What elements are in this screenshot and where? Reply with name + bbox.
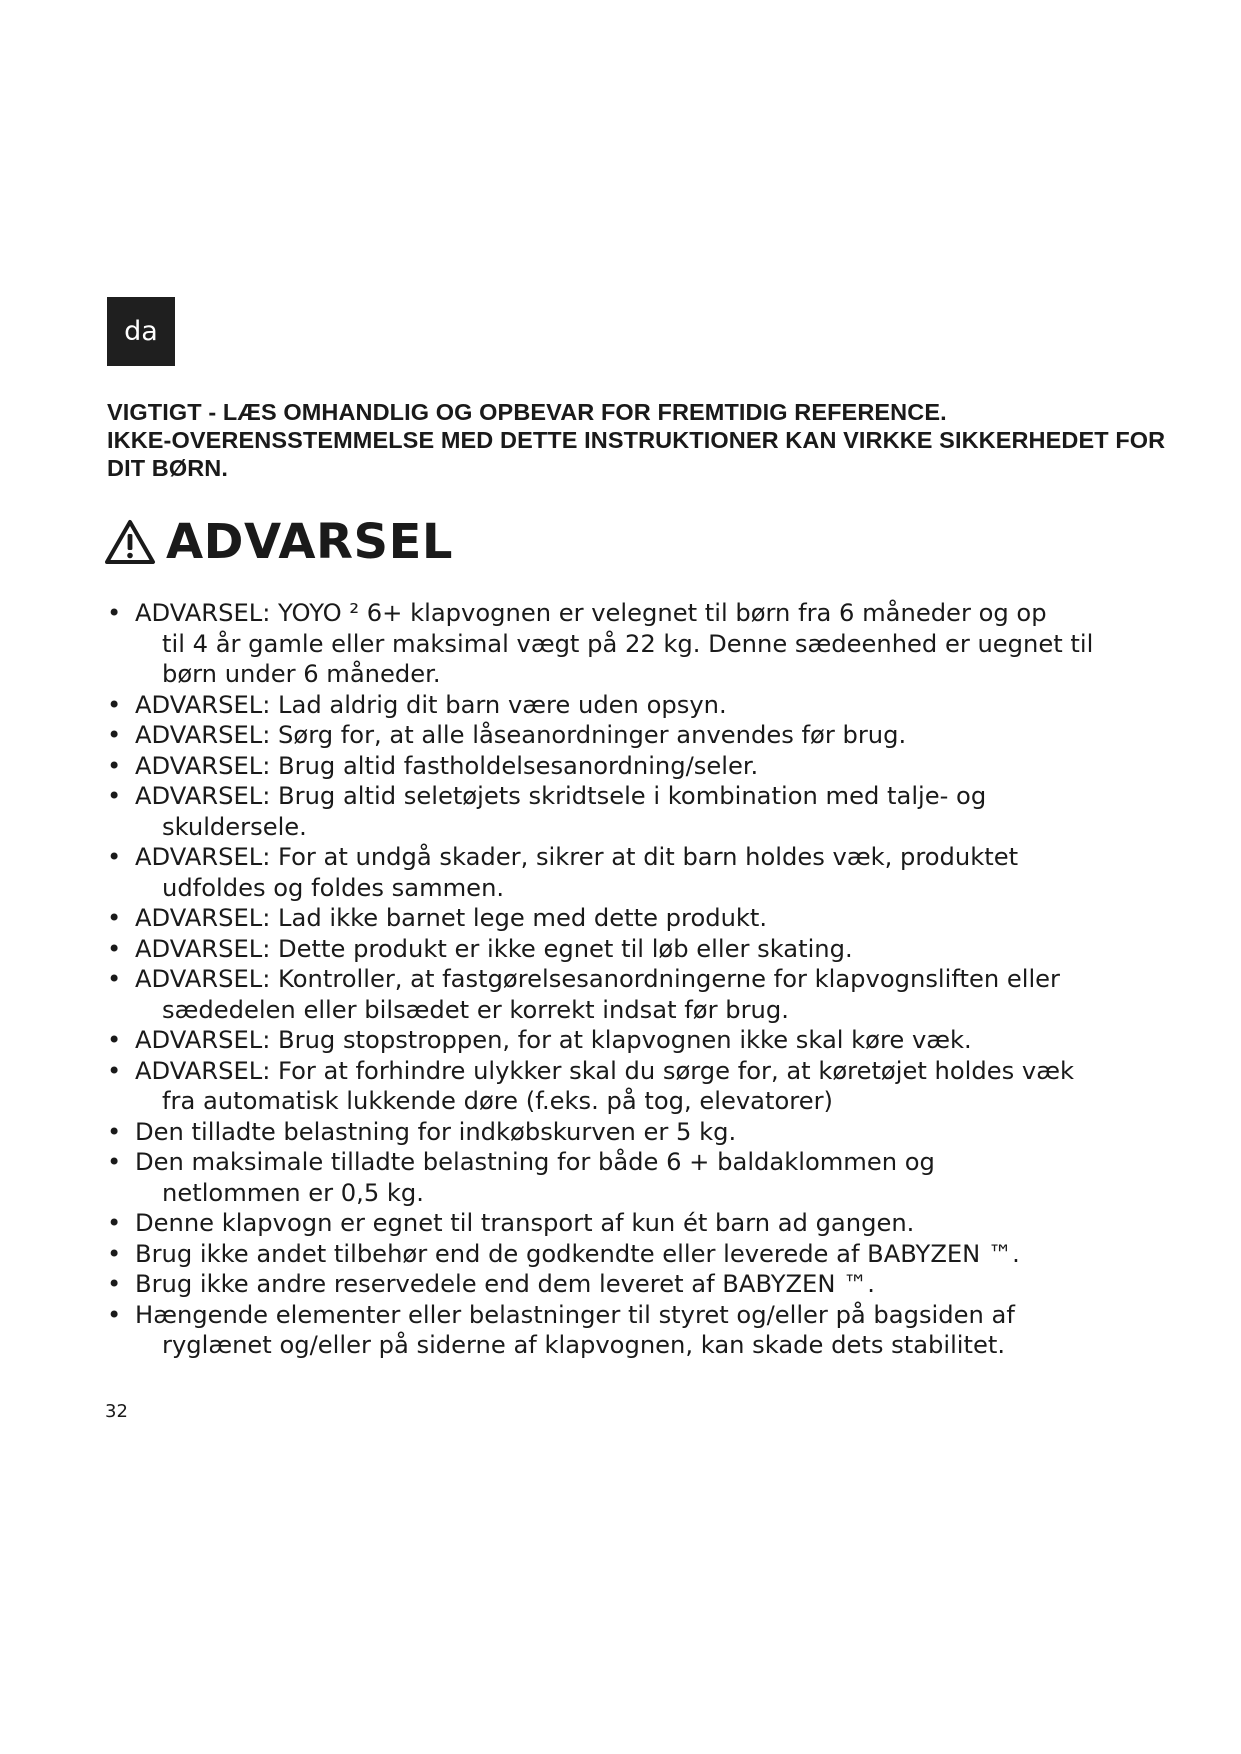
bullet: • [107,1239,122,1268]
warning-text-line: Brug ikke andre reservedele end dem leveret af BABYZEN ™. [135,1270,875,1298]
warning-text-line: ADVARSEL: Kontroller, at fastgørelsesanordningerne for klapvognsliften eller [135,965,1060,993]
important-notice-line: VIGTIGT - LÆS OMHANDLIG OG OPBEVAR FOR FREMTIDIG REFERENCE. [107,399,947,425]
warning-text-line: ADVARSEL: Dette produkt er ikke egnet til løb eller skating. [135,934,853,963]
warning-item [107,598,1147,690]
warning-text-line: ADVARSEL: Lad ikke barnet lege med dette produkt. [135,904,768,932]
warning-title: ADVARSEL [166,514,453,570]
warnings-list [107,598,1147,1361]
warning-text-line: ADVARSEL: Sørg for, at alle låseanordninger anvendes før brug. [135,721,907,749]
warning-item [107,1056,1147,1117]
warning-text-line: Den maksimale tilladte belastning for både 6 + baldaklommen og [135,1148,935,1176]
important-notice [107,398,1166,482]
warning-item [107,842,1147,903]
warning-item [107,720,1147,751]
warning-item [107,1117,1147,1148]
warning-item [107,903,1147,934]
warning-text-line: Brug ikke andet tilbehør end de godkendte eller leverede af BABYZEN ™. [135,1239,1020,1268]
warning-text-line: ryglænet og/eller på siderne af klapvognen, kan skade dets stabilitet. [162,1331,1006,1359]
warning-item [107,1269,1147,1300]
bullet: • [107,1270,122,1298]
warning-item [107,1208,1147,1239]
warning-text-line: netlommen er 0,5 kg. [162,1178,424,1207]
bullet: • [107,782,122,810]
bullet: • [107,965,122,993]
warning-text-line: sædedelen eller bilsædet er korrekt indsat før brug. [162,995,789,1024]
bullet: • [107,751,122,780]
bullet: • [107,599,122,627]
bullet: • [107,843,122,871]
warning-text-line: ADVARSEL: YOYO ² 6+ klapvognen er velegnet til børn fra 6 måneder og op [135,599,1047,627]
warning-text-line: til 4 år gamle eller maksimal vægt på 22 kg. Denne sædeenhed er uegnet til [162,629,1094,658]
warning-text-line: Den tilladte belastning for indkøbskurven er 5 kg. [135,1117,737,1146]
important-notice-line: DIT BØRN. [107,455,229,481]
bullet: • [107,1300,122,1329]
bullet: • [107,1056,122,1085]
warning-item [107,964,1147,1025]
warning-text-line: ADVARSEL: Brug altid seletøjets skridtsele i kombination med talje- og [135,782,987,810]
bullet: • [107,690,122,719]
bullet: • [107,721,122,749]
page-number: 32 [105,1401,128,1422]
warning-item [107,934,1147,965]
bullet: • [107,1209,122,1237]
warning-text-line: udfoldes og foldes sammen. [162,873,505,902]
warning-item [107,751,1147,782]
bullet: • [107,1026,122,1054]
important-notice-line: IKKE-OVERENSSTEMMELSE MED DETTE INSTRUKTIONER KAN VIRKKE SIKKERHEDET FOR [107,427,1166,453]
warning-triangle-icon [104,519,156,565]
warning-item [107,1300,1147,1361]
warning-item [107,690,1147,721]
warning-item [107,1147,1147,1208]
bullet: • [107,1117,122,1146]
warning-text-line: ADVARSEL: Brug altid fastholdelsesanordning/seler. [135,751,759,780]
warning-text-line: ADVARSEL: For at forhindre ulykker skal du sørge for, at køretøjet holdes væk [135,1056,1074,1085]
bullet: • [107,904,122,932]
bullet: • [107,1148,122,1176]
warning-heading [104,510,453,574]
language-badge: da [107,297,175,366]
warning-item [107,781,1147,842]
warning-text-line: Denne klapvogn er egnet til transport af kun ét barn ad gangen. [135,1209,915,1237]
warning-text-line: Hængende elementer eller belastninger til styret og/eller på bagsiden af [135,1300,1015,1329]
warning-text-line: børn under 6 måneder. [162,660,441,688]
warning-text-line: ADVARSEL: Brug stopstroppen, for at klapvognen ikke skal køre væk. [135,1026,972,1054]
bullet: • [107,934,122,963]
warning-text-line: ADVARSEL: Lad aldrig dit barn være uden opsyn. [135,690,727,719]
warning-item [107,1025,1147,1056]
warning-text-line: skuldersele. [162,812,307,841]
warning-item [107,1239,1147,1270]
warning-text-line: ADVARSEL: For at undgå skader, sikrer at dit barn holdes væk, produktet [135,843,1019,871]
warning-text-line: fra automatisk lukkende døre (f.eks. på tog, elevatorer) [162,1087,833,1115]
